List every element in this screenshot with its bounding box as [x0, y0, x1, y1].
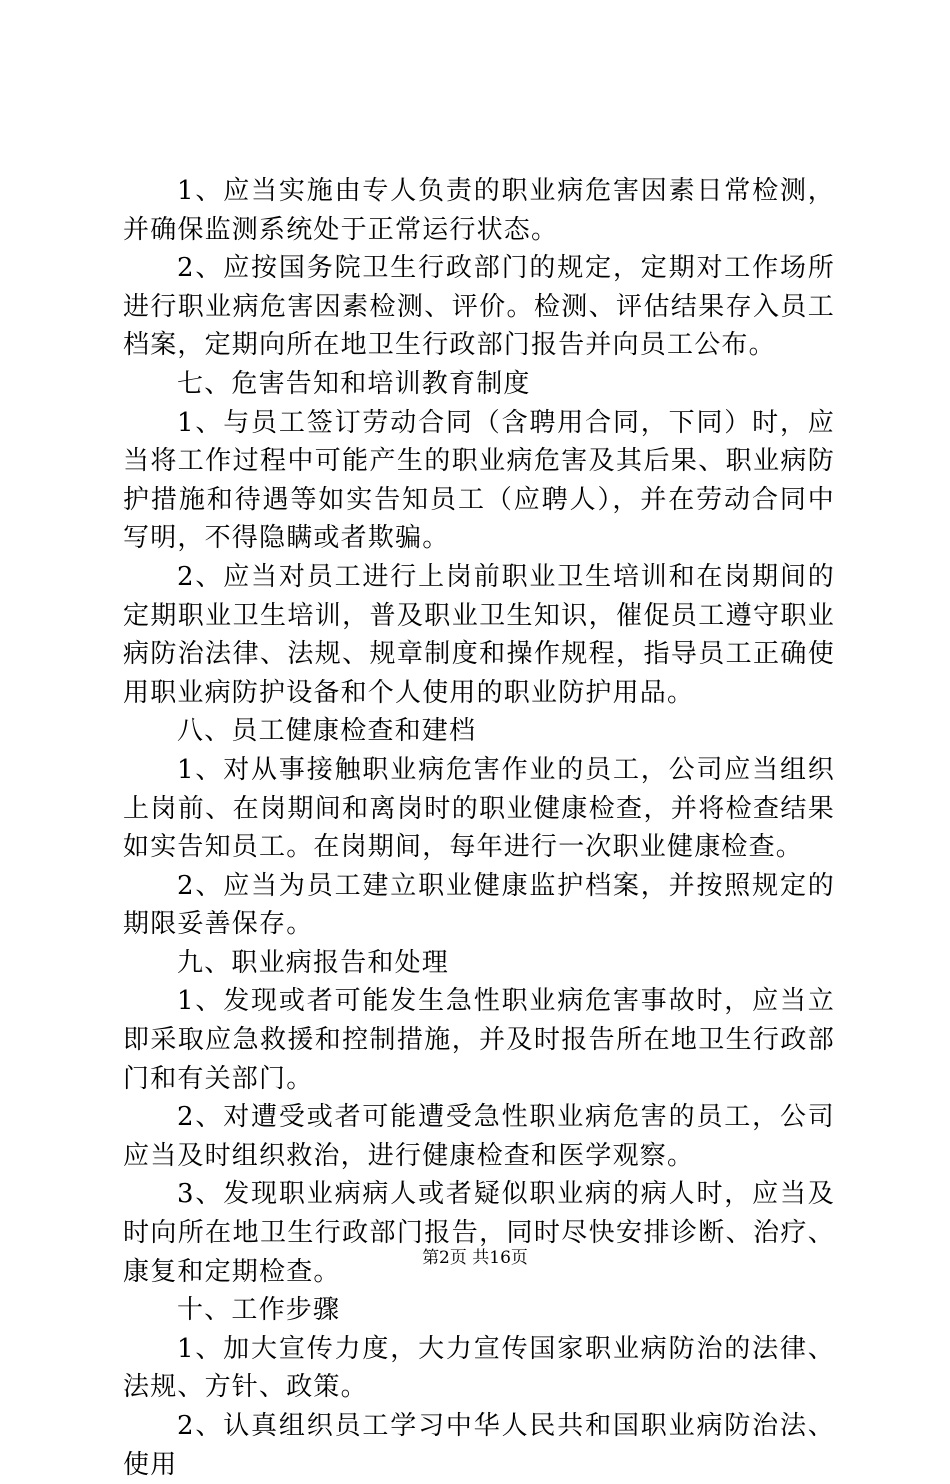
paragraph: 3、发现职业病病人或者疑似职业病的病人时，应当及时向所在地卫生行政部门报告，同时尽快安排诊断、治疗、康复和定期检查。	[123, 1179, 835, 1287]
section-heading: 十、工作步骤	[177, 1295, 341, 1326]
paragraph: 1、对从事接触职业病危害作业的员工，公司应当组织上岗前、在岗期间和离岗时的职业健康检查，并将检查结果如实告知员工。在岗期间，每年进行一次职业健康检查。	[123, 754, 835, 863]
paragraph: 2、应当对员工进行上岗前职业卫生培训和在岗期间的定期职业卫生培训，普及职业卫生知识，催促员工遵守职业病防治法律、法规、规章制度和操作规程，指导员工正确使用职业病防护设备和个人使用的职业防护用品。	[123, 561, 835, 708]
paragraph: 1、加大宣传力度，大力宣传国家职业病防治的法律、法规、方针、政策。	[123, 1333, 835, 1403]
paragraph: 1、发现或者可能发生急性职业病危害事故时，应当立即采取应急救援和控制措施，并及时报告所在地卫生行政部门和有关部门。	[123, 986, 835, 1094]
paragraph: 2、对遭受或者可能遭受急性职业病危害的员工，公司应当及时组织救治，进行健康检查和医学观察。	[123, 1102, 835, 1171]
section-heading: 八、员工健康检查和建档	[177, 716, 477, 747]
paragraph: 1、应当实施由专人负责的职业病危害因素日常检测，并确保监测系统处于正常运行状态。	[123, 176, 835, 245]
page-number-footer: 第2页 共16页	[422, 1248, 528, 1268]
section-heading: 七、危害告知和培训教育制度	[177, 368, 531, 399]
paragraph: 2、应当为员工建立职业健康监护档案，并按照规定的期限妥善保存。	[123, 870, 835, 940]
paragraph: 2、认真组织员工学习中华人民共和国职业病防治法、使用	[123, 1411, 835, 1480]
paragraph: 1、与员工签订劳动合同（含聘用合同，下同）时，应当将工作过程中可能产生的职业病危害及其后果、职业病防护措施和待遇等如实告知员工（应聘人），并在劳动合同中写明，不得隐瞒或者欺骗。	[123, 407, 835, 554]
document-body	[123, 172, 835, 1484]
section-heading: 九、职业病报告和处理	[177, 947, 450, 978]
paragraph: 2、应按国务院卫生行政部门的规定，定期对工作场所进行职业病危害因素检测、评价。检测、评估结果存入员工档案，定期向所在地卫生行政部门报告并向员工公布。	[123, 253, 835, 361]
